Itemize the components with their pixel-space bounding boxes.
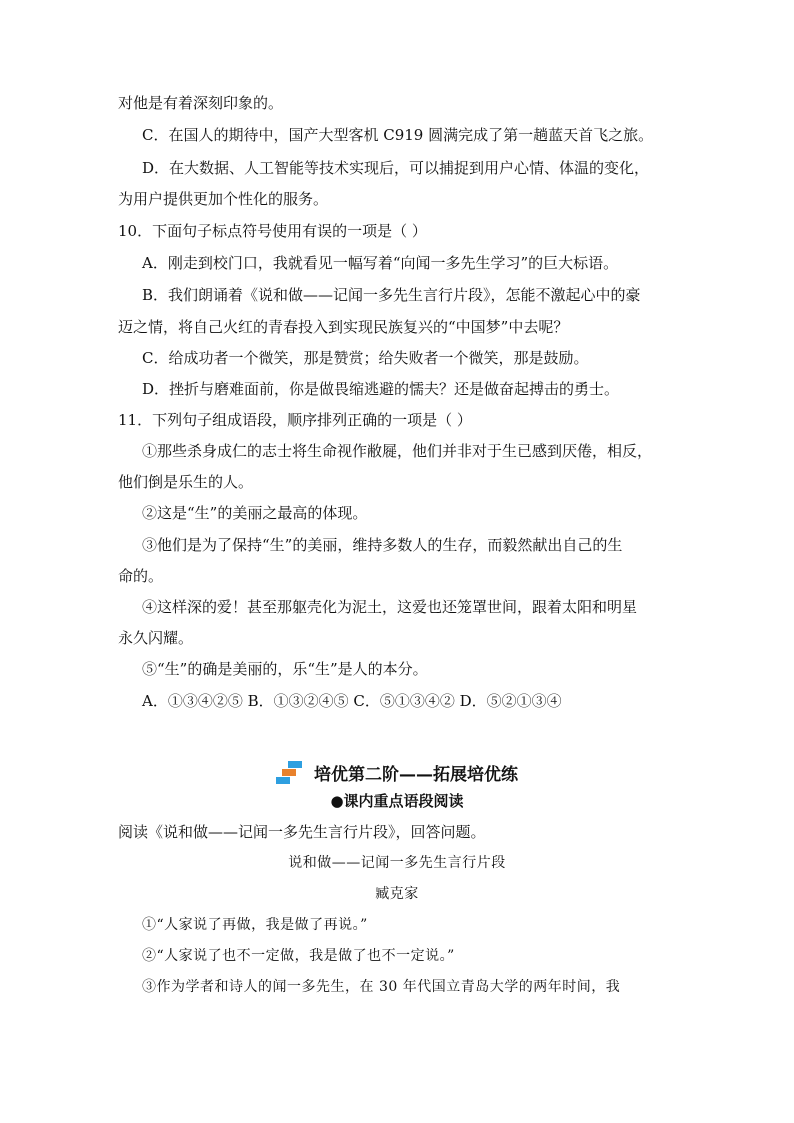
section-subtitle: ●课内重点语段阅读 [330, 792, 464, 810]
passage-author: 臧克家 [375, 886, 419, 902]
q11-sentence-1-line2: 他们倒是乐生的人。 [118, 473, 254, 491]
reading-instruction: 阅读《说和做——记闻一多先生言行片段》，回答问题。 [118, 823, 486, 841]
q9-option-c: C．在国人的期待中，国产大型客机 C919 圆满完成了第一趟蓝天首飞之旅。 [142, 126, 654, 144]
q10-option-c: C．给成功者一个微笑，那是赞赏；给失败者一个微笑，那是鼓励。 [142, 349, 589, 367]
section-heading [0, 760, 794, 790]
q11-sentence-3-line2: 命的。 [118, 567, 164, 585]
q11-sentence-2: ②这是“生”的美丽之最高的体现。 [142, 504, 368, 522]
section-title: 培优第二阶——拓展培优练 [314, 765, 518, 785]
q11-stem: 11．下列句子组成语段，顺序排列正确的一项是（ ） [118, 411, 472, 429]
passage-paragraph-1: ①“人家说了再做，我是做了再说。” [142, 917, 368, 933]
q11-sentence-5: ⑤“生”的确是美丽的，乐“生”是人的本分。 [142, 660, 428, 678]
q11-sentence-1-line1: ①那些杀身成仁的志士将生命视作敝屣，他们并非对于生已感到厌倦，相反， [142, 442, 653, 460]
q9-option-d-line1: D．在大数据、人工智能等技术实现后，可以捕捉到用户心情、体温的变化， [142, 159, 650, 177]
passage-paragraph-3: ③作为学者和诗人的闻一多先生，在 30 年代国立青岛大学的两年时间，我 [142, 979, 621, 995]
q11-sentence-4-line1: ④这样深的爱！甚至那躯壳化为泥土，这爱也还笼罩世间，跟着太阳和明星 [142, 598, 638, 616]
q11-options: A．①③④②⑤ B．①③②④⑤ C．⑤①③④② D．⑤②①③④ [142, 692, 562, 710]
q10-option-b-line2: 迈之情，将自己火红的青春投入到实现民族复兴的“中国梦”中去呢？ [118, 318, 569, 336]
q9-option-d-line2: 为用户提供更加个性化的服务。 [118, 190, 329, 208]
q10-option-a: A．刚走到校门口，我就看见一幅写着“向闻一多先生学习”的巨大标语。 [142, 254, 619, 272]
q9-continuation: 对他是有着深刻印象的。 [118, 94, 284, 112]
q11-sentence-3-line1: ③他们是为了保持“生”的美丽，维持多数人的生存，而毅然献出自己的生 [142, 536, 623, 554]
passage-paragraph-2: ②“人家说了也不一定做，我是做了也不一定说。” [142, 948, 455, 964]
q10-option-d: D．挫折与磨难面前，你是做畏缩逃避的懦夫？还是做奋起搏击的勇士。 [142, 380, 620, 398]
q10-stem: 10．下面句子标点符号使用有误的一项是（ ） [118, 222, 427, 240]
q11-sentence-4-line2: 永久闪耀。 [118, 629, 194, 647]
stairs-logo-icon [276, 761, 308, 785]
q10-option-b-line1: B．我们朗诵着《说和做——记闻一多先生言行片段》，怎能不激起心中的豪 [142, 286, 641, 304]
passage-title: 说和做——记闻一多先生言行片段 [288, 855, 506, 871]
